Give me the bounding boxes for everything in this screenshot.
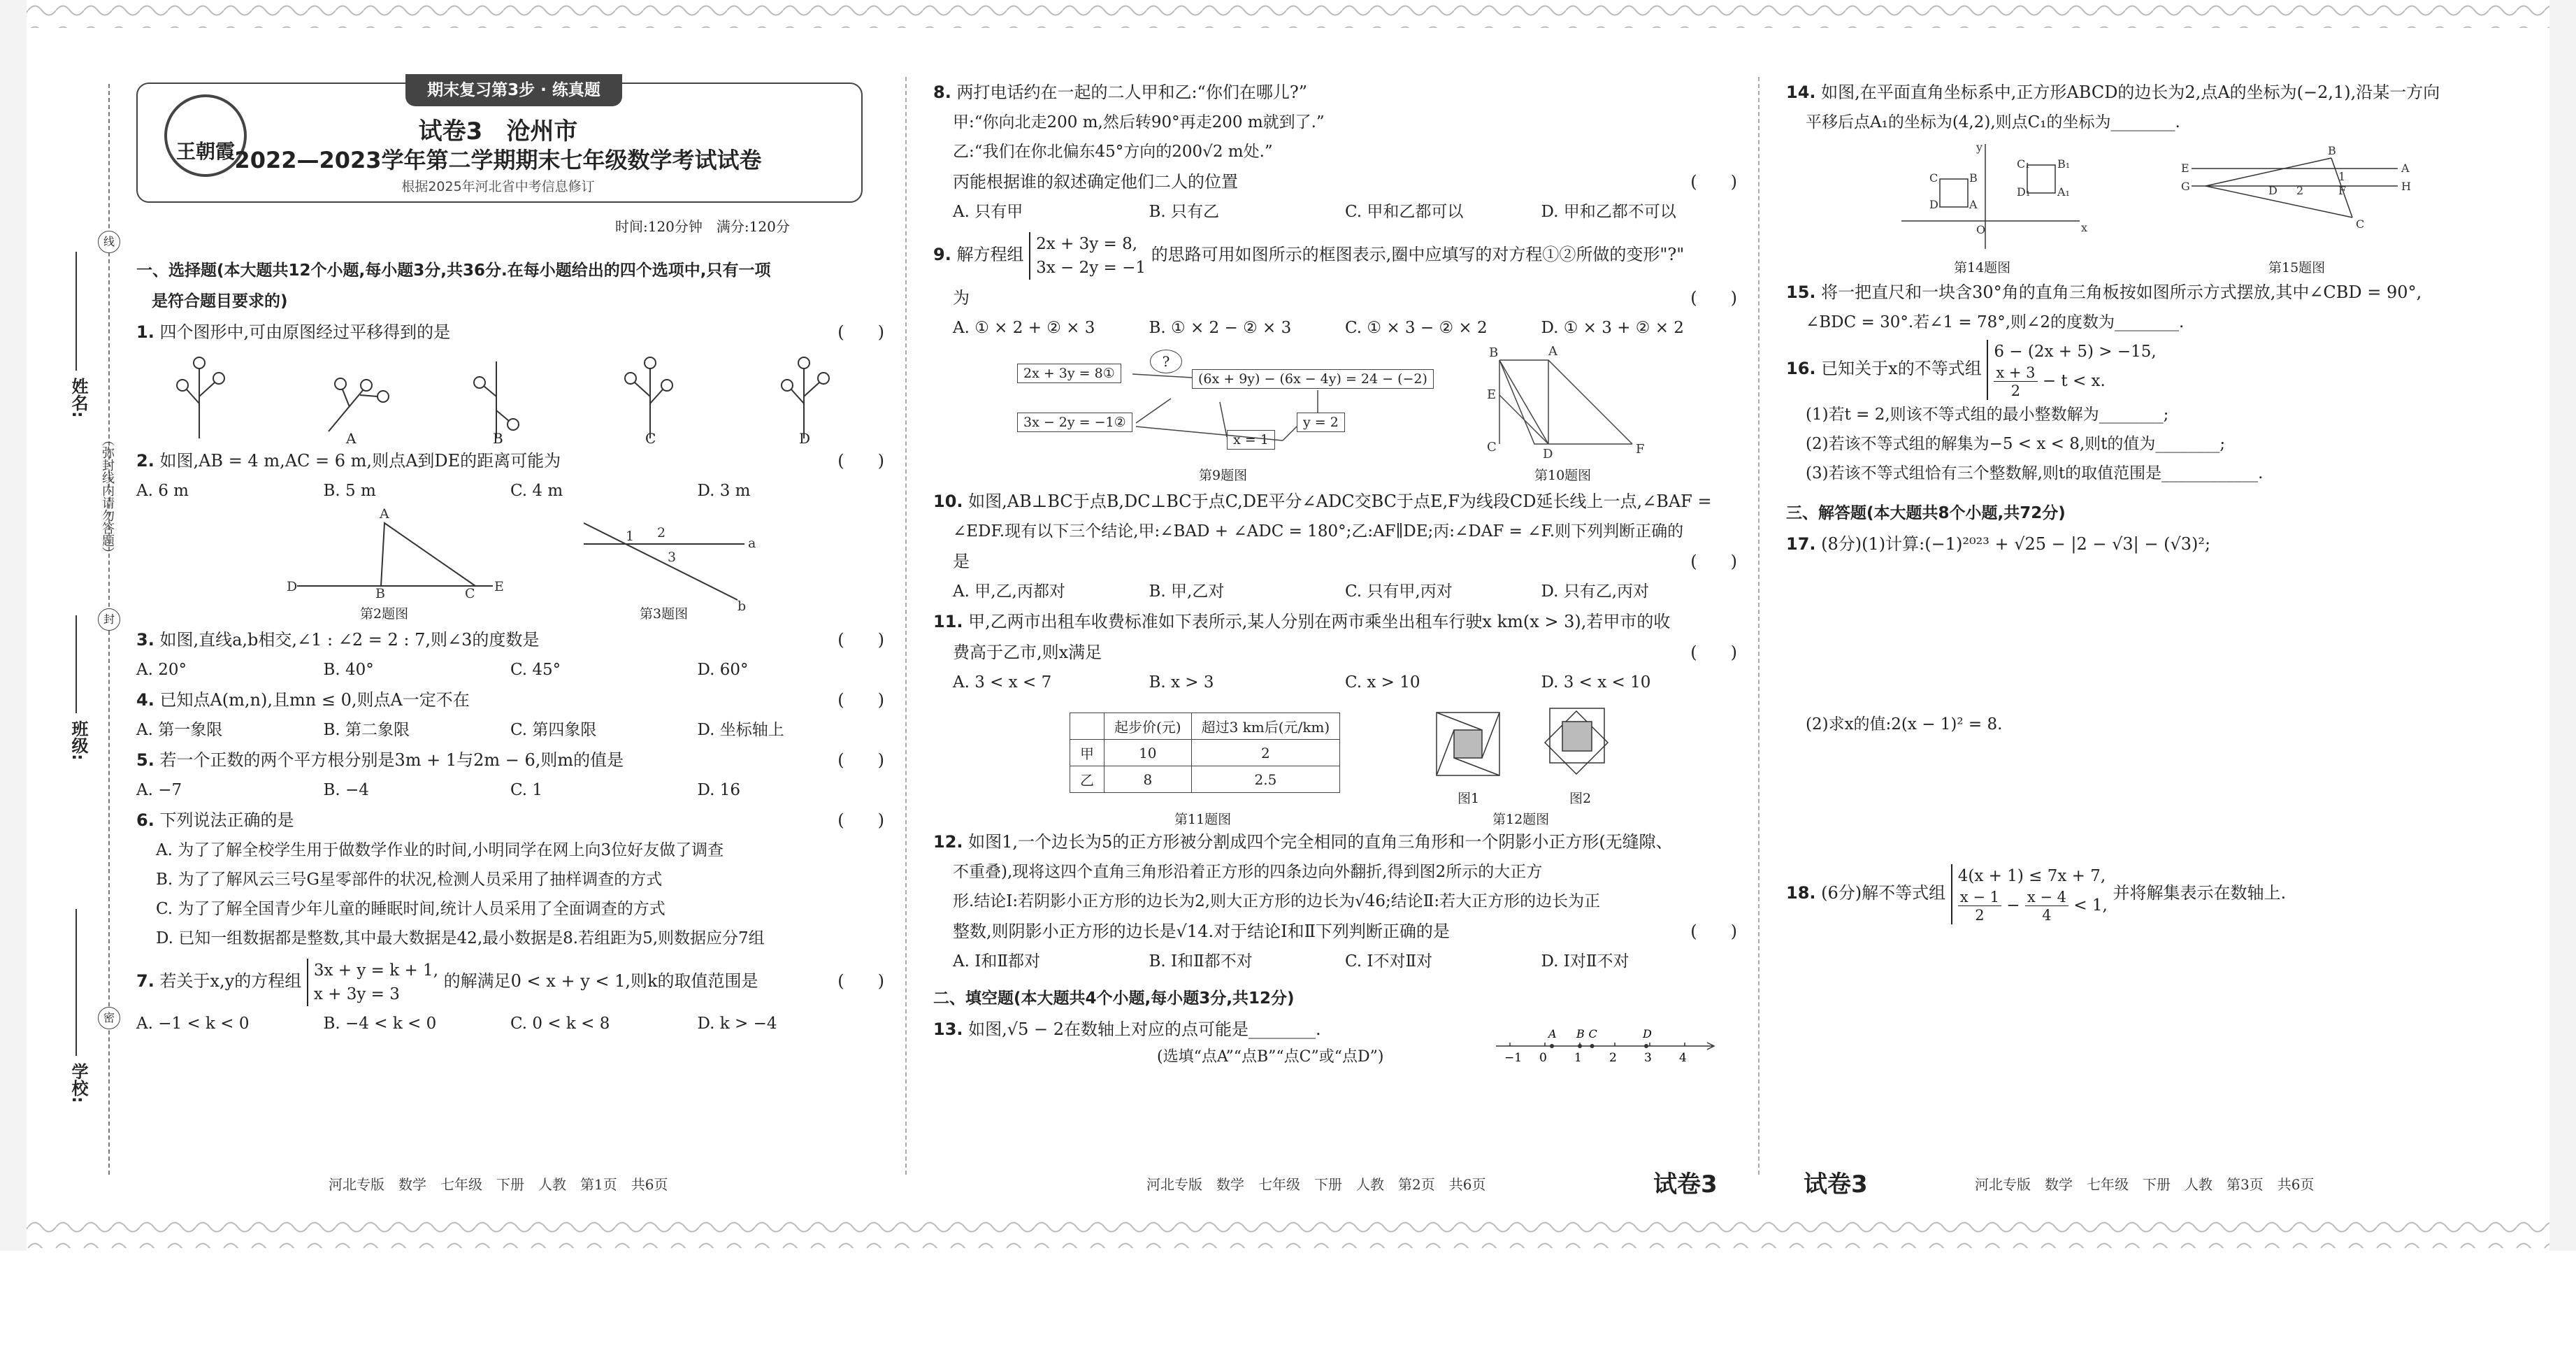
q15-line-2: ∠BDC = 30°.若∠1 = 78°,则∠2的度数为________. [1806,313,2185,331]
fare-table-cell: 2 [1191,740,1340,766]
fig9-circle: ? [1150,350,1182,373]
svg-text:A: A [1969,198,1978,211]
question-15: 15. 将一把直尺和一块含30°角的直角三角板按如图所示方式摆放,其中∠CBD = 90°, [1786,282,2422,302]
q17-answer-space-2[interactable] [1786,739,2527,861]
svg-text:C₁: C₁ [2017,157,2030,171]
q8-option-d[interactable]: D. 甲和乙都不可以 [1541,203,1676,221]
fig2-caption: 第2题图 [360,606,409,622]
fare-table-header-extra: 超过3 km后(元/km) [1191,713,1340,740]
svg-text:F: F [1636,442,1645,457]
question-5: 5. 若一个正数的两个平方根分别是3m + 1与2m − 6,则m的值是 ( ) [136,745,884,775]
fare-table-cell: 乙 [1070,766,1104,793]
class-label: 班级: [69,720,88,761]
answer-paren-3[interactable]: ( ) [837,630,884,650]
number-line-tick-label: 4 [1679,1051,1687,1065]
q17-part-2: (2)求x的值:2(x − 1)² = 8. [1806,715,2003,733]
page-divider-1 [905,77,907,1175]
q4-option-b[interactable]: B. 第二象限 [323,721,410,739]
fare-table-cell: 8 [1104,766,1192,793]
section-3-heading: 三、解答题(本大题共8个小题,共72分) [1786,504,2066,522]
q8-line-4: 丙能根据谁的叙述确定他们二人的位置 ( ) [933,166,1737,197]
svg-text:D: D [1929,198,1938,211]
seal-char-secret: 密 [98,1007,120,1029]
number-line-point-label: A [1548,1027,1557,1040]
q12-option-d[interactable]: D. Ⅰ对Ⅱ不对 [1541,952,1629,971]
svg-text:2: 2 [2296,184,2304,197]
number-line-point-label: C [1588,1027,1597,1040]
fig9-box-y: y = 2 [1297,413,1345,432]
question-12: 12. 如图1,一个边长为5的正方形被分割成四个完全相同的直角三角形和一个阴影小正方形(无缝隙、 [933,832,1673,852]
number-line-point [1644,1044,1648,1048]
tree-figures [136,348,884,445]
q18-answer-space[interactable] [1786,924,2527,1064]
fare-table-header-start: 起步价(元) [1104,713,1192,740]
q7-option-a[interactable]: A. −1 < k < 0 [136,1015,250,1033]
svg-text:A: A [2401,162,2410,175]
page-2-tag: 试卷3 [1653,1171,1718,1198]
number-line-tick-label: 0 [1539,1051,1547,1065]
seal-char-seal: 封 [98,608,120,631]
fig3-caption: 第3题图 [640,606,689,622]
figures-2-3 [136,506,884,624]
number-line-point-label: B [1576,1027,1585,1040]
svg-text:x: x [2081,221,2088,234]
svg-text:1: 1 [2338,170,2346,183]
question-4: 4. 已知点A(m,n),且mn ≤ 0,则点A一定不在 ( ) [136,685,884,715]
fig9-box-eq1: 2x + 3y = 8① [1017,364,1121,383]
answer-paren-2[interactable]: ( ) [837,451,884,471]
q3-option-b[interactable]: B. 40° [323,661,374,679]
page-3-footer: 河北专版 数学 七年级 下册 人教 第3页 共6页 [1975,1176,2315,1193]
number-line-point [1590,1044,1595,1048]
number-line-point [1578,1044,1582,1048]
q5-option-c[interactable]: C. 1 [510,781,543,799]
seal-line-note: （弥封线内请勿答题） [100,434,115,559]
figures-11-12 [933,697,1737,826]
svg-text:A₁: A₁ [2057,185,2070,199]
answer-paren-4[interactable]: ( ) [837,690,884,710]
question-7-options [136,1009,884,1038]
q12-line-4: 整数,则阴影小正方形的边长是√14.对于结论Ⅰ和Ⅱ下列判断正确的是 ( ) [933,916,1737,947]
q9-option-c[interactable]: C. ① × 3 − ② × 2 [1345,319,1488,337]
q2-option-a[interactable]: A. 6 m [136,482,189,500]
q6-option-a[interactable]: A. 为了了解全校学生用于做数学作业的时间,小明同学在网上向3位好友做了调查 [156,841,724,859]
fig1-label-c: C [645,430,656,447]
q18-inequality-system: 4(x + 1) ≤ 7x + 7, $\frac{x - 1}{2} - \frac{x - 4}{4} < 1$, [1951,864,2108,924]
question-11: 11. 甲,乙两市出租车收费标准如下表所示,某人分别在两市乘坐出租车行驶x km(x > 3),若甲市的收 [933,612,1671,631]
section-1-heading-cont: 是符合题目要求的) [152,292,288,310]
question-11-options [933,668,1737,697]
fig15-caption: 第15题图 [2268,260,2326,275]
question-14: 14. 如图,在平面直角坐标系中,正方形ABCD的边长为2,点A的坐标为(−2,1),沿某一方向 [1786,83,2440,102]
number-line [1489,1024,1727,1066]
fig9-caption: 第9题图 [1199,468,1248,483]
exam-title: 试卷3 沧州市 [418,117,578,145]
answer-paren-8[interactable]: ( ) [1690,172,1737,192]
svg-text:y: y [1976,141,1983,154]
q9-option-d[interactable]: D. ① × 3 + ② × 2 [1541,319,1684,337]
q10-line-3: 是 ( ) [933,546,1737,577]
page-3 [1786,77,2527,1175]
name-blank[interactable] [75,252,77,371]
question-2-options [136,476,884,506]
q6-option-b[interactable]: B. 为了了解风云三号G星零部件的状况,检测人员采用了抽样调查的方式 [156,871,663,889]
q7-option-c[interactable]: C. 0 < k < 8 [510,1015,610,1033]
q5-option-a[interactable]: A. −7 [136,781,182,799]
svg-text:b: b [737,599,747,614]
question-10: 10. 如图,AB⊥BC于点B,DC⊥BC于点C,DE平分∠ADC交BC于点E,F为线段CD延长线上一点,∠BAF = [933,492,1712,511]
svg-text:C: C [465,586,475,601]
q10-option-b[interactable]: B. 甲,乙对 [1149,582,1225,601]
q13-hint: (选填“点A”“点B”“点C”或“点D”) [1157,1048,1384,1066]
q4-option-d[interactable]: D. 坐标轴上 [697,721,784,739]
question-13: 13. 如图,√5 − 2在数轴上对应的点可能是________. [933,1019,1321,1039]
question-8-options [933,197,1737,227]
svg-text:G: G [2181,180,2190,193]
q8-option-b[interactable]: B. 只有乙 [1149,203,1220,221]
q18-fraction-1: $\frac{x - 1}{2}$ [1958,888,2001,924]
q17-answer-space-1[interactable] [1786,559,2527,710]
svg-text:B: B [1969,171,1978,185]
exam-subtitle: 2022—2023学年第二学期期末七年级数学考试试卷 [234,147,762,173]
q9-equation-system: 2x + 3y = 8, 3x − 2y = −1 [1029,232,1146,280]
fig1-label-b: B [493,430,503,447]
svg-text:C: C [1487,440,1497,454]
q12-option-a[interactable]: A. Ⅰ和Ⅱ都对 [953,952,1040,971]
fig1-label-a: A [346,430,357,447]
question-10-options [933,577,1737,606]
question-4-options [136,715,884,745]
svg-text:D: D [287,579,298,594]
q10-option-d[interactable]: D. 只有乙,丙对 [1541,582,1650,601]
q10-option-a[interactable]: A. 甲,乙,丙都对 [953,582,1065,601]
svg-text:E: E [2181,162,2189,175]
answer-paren-10[interactable]: ( ) [1690,552,1737,571]
q6-option-c[interactable]: C. 为了了解全国青少年儿童的睡眠时间,统计人员采用了全面调查的方式 [156,900,665,918]
class-blank[interactable] [75,615,77,713]
page-divider-2 [1758,77,1760,1175]
svg-text:O: O [1976,223,1986,236]
q11-line-2: 费高于乙市,则x满足 ( ) [933,637,1737,668]
answer-paren-1[interactable]: ( ) [837,322,884,342]
q12-option-b[interactable]: B. Ⅰ和Ⅱ都不对 [1149,952,1253,971]
question-12-options [933,947,1737,976]
fig12-label-1: 图1 [1458,791,1480,806]
seal-char-line: 线 [98,231,120,253]
q3-option-d[interactable]: D. 60° [697,661,749,679]
fig1-label-d: D [799,430,811,447]
fare-table-cell: 甲 [1070,740,1104,766]
svg-text:B: B [375,586,385,601]
q6-option-d[interactable]: D. 已知一组数据都是整数,其中最大数据是42,最小数据是8.若组距为5,则数据应分7组 [156,929,765,947]
header-banner: 期末复习第3步 · 练真题 [405,74,622,106]
q9-option-b[interactable]: B. ① × 2 − ② × 3 [1149,319,1292,337]
answer-paren-11[interactable]: ( ) [1690,643,1737,662]
q16-inequality-system: 6 − (2x + 5) > −15, $\frac{x + 3}{2} - t < x$. [1987,340,2156,400]
page-2-footer: 河北专版 数学 七年级 下册 人教 第2页 共6页 [1146,1176,1486,1193]
number-line-tick-label: 3 [1644,1051,1652,1065]
q11-option-a[interactable]: A. 3 < x < 7 [953,673,1052,692]
logo-text: 王朝霞 [175,140,235,163]
number-line-point-label: D [1643,1027,1652,1040]
svg-text:B: B [2328,144,2336,157]
revision-note: 根据2025年河北省中考信息修订 [401,179,595,194]
svg-text:B: B [1489,345,1499,360]
question-2: 2. 如图,AB = 4 m,AC = 6 m,则点A到DE的距离可能为 ( ) [136,445,884,476]
q8-line-2: 甲:“你向北走200 m,然后转90°再走200 m就到了.” [953,113,1325,131]
svg-text:1: 1 [626,529,635,544]
q7-option-b[interactable]: B. −4 < k < 0 [323,1015,437,1033]
question-9: 9. 解方程组 2x + 3y = 8, 3x − 2y = −1 的思路可用如图所示的框图表示,圈中应填写的对方程①②所做的变形"?" [933,227,1737,282]
page-1-footer: 河北专版 数学 七年级 下册 人教 第1页 共6页 [329,1176,668,1193]
school-label: 学校: [69,1063,88,1103]
q10-line-2: ∠EDF.现有以下三个结论,甲:∠BAD + ∠ADC = 180°;乙:AF∥DE;丙:∠DAF = ∠F.则下列判断正确的 [953,522,1684,541]
q2-option-c[interactable]: C. 4 m [510,482,563,500]
question-6: 6. 下列说法正确的是 ( ) [136,805,884,836]
fig12-squares [933,697,1737,809]
svg-text:D₁: D₁ [2017,185,2031,199]
svg-text:B₁: B₁ [2057,157,2071,171]
q16-sub-2[interactable]: (2)若该不等式组的解集为−5 < x < 8,则t的值为________; [1806,435,2226,453]
fig9-box-combined: (6x + 9y) − (6x − 4y) = 24 − (−2) [1192,369,1434,389]
q14-line-2: 平移后点A₁的坐标为(4,2),则点C₁的坐标为________. [1806,113,2180,131]
svg-text:C: C [1929,171,1938,185]
answer-paren-12[interactable]: ( ) [1690,922,1737,941]
question-7: 7. 若关于x,y的方程组 3x + y = k + 1, x + 3y = 3 的解满足0 < x + y < 1,则k的取值范围是 ( ) [136,953,884,1009]
svg-text:D: D [1543,447,1553,461]
q4-option-a[interactable]: A. 第一象限 [136,721,223,739]
svg-text:D: D [2268,184,2278,197]
number-line-tick-label: −1 [1504,1051,1523,1065]
q12-line-3: 形.结论Ⅰ:若阴影小正方形的边长为2,则大正方形的边长为√46;结论Ⅱ:若大正方形的边长为正 [953,892,1601,910]
q7-option-d[interactable]: D. k > −4 [697,1015,777,1033]
figure-1 [136,348,884,445]
question-8: 8. 两打电话约在一起的二人甲和乙:“你们在哪儿?” [933,83,1307,102]
answer-paren-7[interactable]: ( ) [837,971,884,991]
svg-text:F: F [2338,184,2347,197]
figures-9-10 [933,343,1737,486]
figures-14-15 [1786,137,2527,277]
section-1-heading: 一、选择题(本大题共12个小题,每小题3分,共36分.在每小题给出的四个选项中,只有一项 [136,262,771,280]
number-line-tick-label: 1 [1574,1051,1582,1065]
q18-fraction-2: $\frac{x - 4}{4}$ [2025,888,2068,924]
school-blank[interactable] [75,909,77,1056]
time-score: 时间:120分钟 满分:120分 [615,218,790,235]
question-1: 1. 四个图形中,可由原图经过平移得到的是 ( ) [136,317,884,348]
q4-option-c[interactable]: C. 第四象限 [510,721,597,739]
fig9-10-lines [933,343,1737,486]
q3-option-a[interactable]: A. 20° [136,661,187,679]
q11-option-c[interactable]: C. x > 10 [1345,673,1420,692]
q16-fraction: $\frac{x + 3}{2}$ [1994,364,2037,400]
question-5-options [136,775,884,805]
svg-text:A: A [1548,344,1557,359]
svg-text:2: 2 [657,525,666,541]
q3-option-c[interactable]: C. 45° [510,661,561,679]
q2-option-d[interactable]: D. 3 m [697,482,751,500]
q2-option-b[interactable]: B. 5 m [323,482,376,500]
q11-option-b[interactable]: B. x > 3 [1149,673,1214,692]
q12-option-c[interactable]: C. Ⅰ不对Ⅱ对 [1345,952,1433,971]
q8-line-3: 乙:“我们在你北偏东45°方向的200√2 m处.” [953,143,1273,161]
question-9-options [933,313,1737,343]
fig10-caption: 第10题图 [1534,468,1592,483]
answer-paren-6[interactable]: ( ) [837,810,884,830]
q10-option-c[interactable]: C. 只有甲,丙对 [1345,582,1453,601]
fig9-box-x: x = 1 [1227,430,1275,450]
svg-text:E: E [494,579,504,594]
svg-text:a: a [748,536,756,551]
q8-option-c[interactable]: C. 甲和乙都可以 [1345,203,1464,221]
fig11-caption: 第11题图 [1174,812,1232,827]
answer-paren-9[interactable]: ( ) [1690,288,1737,308]
q12-line-2: 不重叠),现将这四个直角三角形沿着正方形的四条边向外翻折,得到图2所示的大正方 [953,863,1543,881]
fig12-caption: 第12题图 [1492,812,1550,827]
q11-option-d[interactable]: D. 3 < x < 10 [1541,673,1651,692]
q16-sub-1[interactable]: (1)若t = 2,则该不等式组的最小整数解为________; [1806,406,2169,424]
fig14-caption: 第14题图 [1954,260,2011,275]
answer-paren-5[interactable]: ( ) [837,750,884,770]
page-3-tag: 试卷3 [1804,1171,1868,1198]
fig9-box-eq2: 3x − 2y = −1② [1017,413,1132,432]
fig14-15-drawings [1786,137,2527,256]
q16-sub-3[interactable]: (3)若该不等式组恰有三个整数解,则t的取值范围是____________. [1806,464,2264,482]
question-17: 17. (8分)(1)计算:(−1)²⁰²³ + √25 − |2 − √3| − (√3)²; [1786,534,2211,554]
svg-text:A: A [380,506,389,522]
question-18: 18. (6分)解不等式组 4(x + 1) ≤ 7x + 7, $\frac{x - 1}{2} - \frac{x - 4}{4} < 1$, 并将解集表示在数轴上. [1786,861,2527,924]
name-label: 姓名: [69,378,88,418]
page-2 [933,77,1737,1175]
svg-text:3: 3 [668,550,677,565]
question-3: 3. 如图,直线a,b相交,∠1 : ∠2 = 2 : 7,则∠3的度数是 ( ) [136,624,884,655]
number-line-point [1550,1044,1554,1048]
q7-equation-system: 3x + y = k + 1, x + 3y = 3 [307,959,438,1006]
section-2-heading: 二、填空题(本大题共4个小题,每小题3分,共12分) [933,989,1295,1008]
svg-text:H: H [2401,180,2411,193]
fare-table-cell: 2.5 [1191,766,1340,793]
q9-option-a[interactable]: A. ① × 2 + ② × 3 [953,319,1095,337]
number-line-tick-label: 2 [1609,1051,1617,1065]
fig12-label-2: 图2 [1569,791,1592,806]
question-3-options [136,655,884,685]
q5-option-d[interactable]: D. 16 [697,781,741,799]
q5-option-b[interactable]: B. −4 [323,781,369,799]
question-16: 16. 已知关于x的不等式组 6 − (2x + 5) > −15, $\frac{x + 3}{2} - t < x$. [1786,337,2527,400]
fare-table-cell: 10 [1104,740,1192,766]
svg-text:E: E [1487,387,1497,402]
svg-text:C: C [2356,217,2365,231]
q8-option-a[interactable]: A. 只有甲 [953,203,1023,221]
q9-line-2: 为 ( ) [933,282,1737,313]
